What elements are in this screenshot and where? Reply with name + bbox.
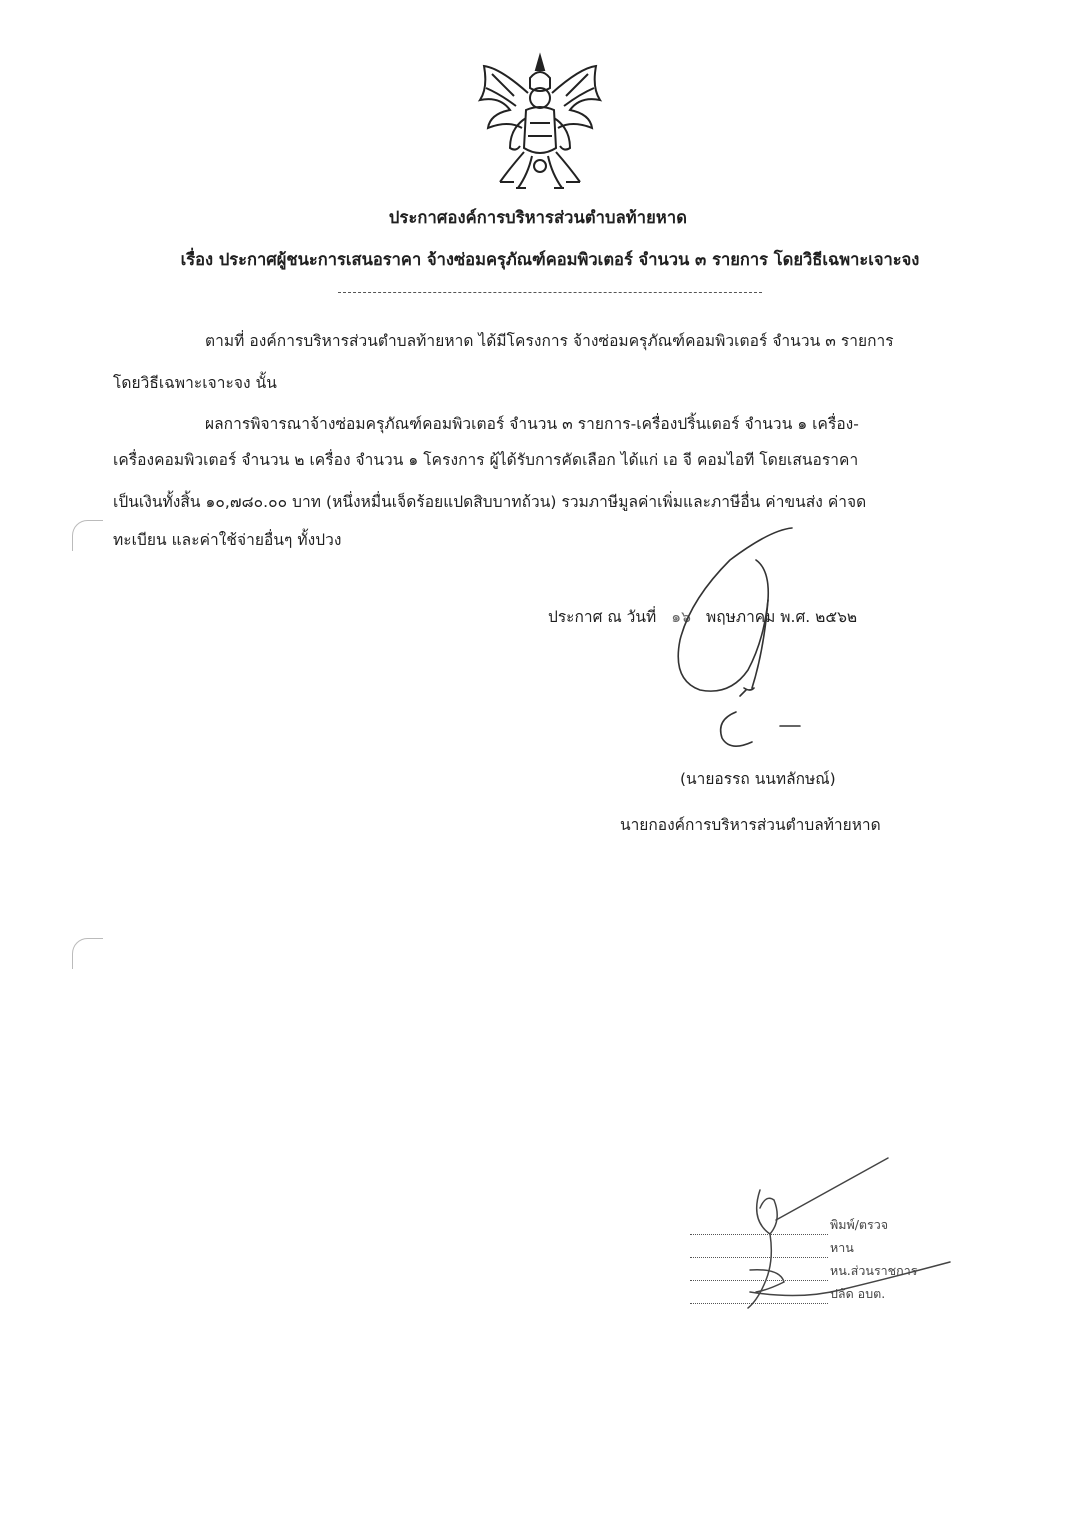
approval-row bbox=[690, 1238, 970, 1261]
approval-label: หน.ส่วนราชการ bbox=[830, 1263, 918, 1278]
approval-label: พิมพ์/ตรวจ bbox=[830, 1217, 889, 1232]
signer-name: (นายอรรถ นนทลักษณ์) bbox=[680, 770, 836, 788]
approval-row bbox=[690, 1284, 970, 1307]
garuda-emblem-icon bbox=[470, 48, 610, 198]
approval-label: ปลัด อบต. bbox=[830, 1286, 886, 1301]
date-prefix: ประกาศ ณ วันที่ bbox=[548, 608, 657, 626]
approval-row bbox=[690, 1215, 970, 1238]
body-line: เครื่องคอมพิวเตอร์ จำนวน ๒ เครื่อง จำนวน ๑ โครงการ ผู้ได้รับการคัดเลือก ได้แก่ เอ จี คอมไอที โดยเสนอราคา bbox=[113, 451, 859, 469]
body-line: เป็นเงินทั้งสิ้น ๑๐,๗๘๐.๐๐ บาท (หนึ่งหมื่นเจ็ดร้อยแปดสิบบาทถ้วน) รวมภาษีมูลค่าเพิ่มและภาษีอื่น ค่าขนส่ง ค่าจด bbox=[113, 493, 867, 511]
approval-label: หาน bbox=[830, 1240, 854, 1255]
approval-dots bbox=[690, 1268, 828, 1281]
body-line: โดยวิธีเฉพาะเจาะจง นั้น bbox=[113, 374, 277, 392]
approval-dots bbox=[690, 1222, 828, 1235]
announcement-title: ประกาศองค์การบริหารส่วนตำบลท้ายหาด bbox=[388, 208, 688, 227]
approval-row bbox=[690, 1261, 970, 1284]
punch-hole-mark bbox=[72, 938, 103, 969]
separator-line bbox=[338, 292, 762, 293]
announcement-subject: เรื่อง ประกาศผู้ชนะการเสนอราคา จ้างซ่อมครุภัณฑ์คอมพิวเตอร์ จำนวน ๓ รายการ โดยวิธีเฉพาะเจาะจง bbox=[180, 250, 920, 269]
body-line: ตามที่ องค์การบริหารส่วนตำบลท้ายหาด ได้มีโครงการ จ้างซ่อมครุภัณฑ์คอมพิวเตอร์ จำนวน ๓ รายการ bbox=[205, 332, 894, 350]
signer-position: นายกองค์การบริหารส่วนตำบลท้ายหาด bbox=[620, 816, 881, 834]
body-line: ทะเบียน และค่าใช้จ่ายอื่นๆ ทั้งปวง bbox=[113, 531, 342, 549]
handwritten-signature bbox=[660, 520, 820, 760]
approval-dots bbox=[690, 1291, 828, 1304]
date-suffix: พฤษภาคม พ.ศ. ๒๕๖๒ bbox=[706, 608, 858, 626]
body-line: ผลการพิจารณาจ้างซ่อมครุภัณฑ์คอมพิวเตอร์ จำนวน ๓ รายการ-เครื่องปริ้นเตอร์ จำนวน ๑ เครื่อง- bbox=[205, 415, 859, 433]
approval-block bbox=[690, 1215, 970, 1307]
punch-hole-mark bbox=[72, 520, 103, 551]
approval-dots bbox=[690, 1245, 828, 1258]
date-day: ๑๖ bbox=[671, 608, 691, 626]
